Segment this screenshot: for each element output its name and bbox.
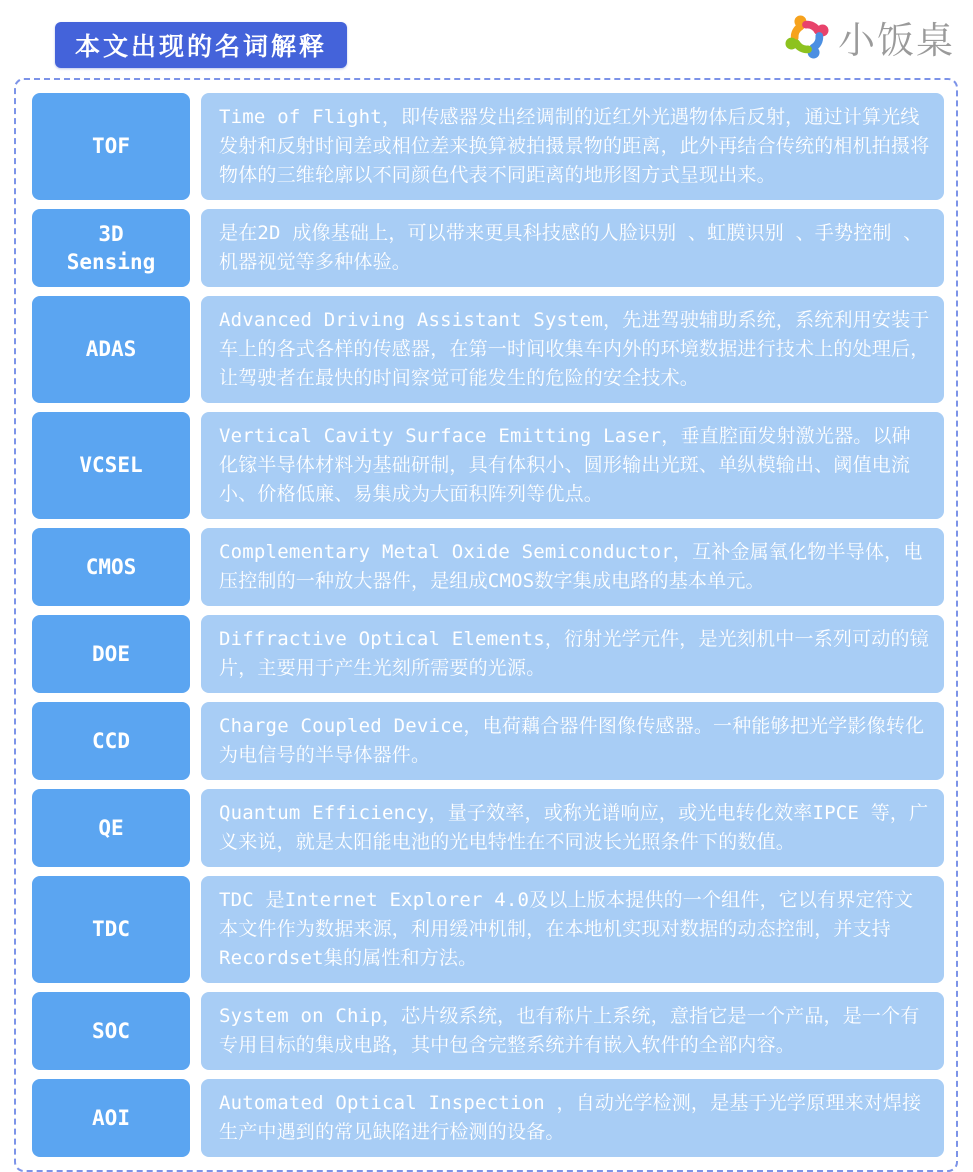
definition-cell: Time of Flight，即传感器发出经调制的近红外光遇物体后反射，通过计算光线发射和反射时间差或相位差来换算被拍摄景物的距离，此外再结合传统的相机拍摄将物体的三维轮廓以不同颜色代表不同距离的地形图方式呈现出来。 xyxy=(201,93,944,200)
glossary-row xyxy=(32,615,944,693)
glossary-row xyxy=(32,789,944,867)
term-cell: VCSEL xyxy=(32,412,190,519)
glossary-row xyxy=(32,296,944,403)
term-cell: TOF xyxy=(32,93,190,200)
brand-name: 小饭桌 xyxy=(838,20,955,61)
term-cell: 3D Sensing xyxy=(32,209,190,287)
term-cell: DOE xyxy=(32,615,190,693)
term-cell: QE xyxy=(32,789,190,867)
definition-cell: System on Chip，芯片级系统，也有称片上系统，意指它是一个产品，是一个有专用目标的集成电路，其中包含完整系统并有嵌入软件的全部内容。 xyxy=(201,992,944,1070)
term-cell: CMOS xyxy=(32,528,190,606)
term-cell: CCD xyxy=(32,702,190,780)
term-cell: TDC xyxy=(32,876,190,983)
glossary-table xyxy=(14,78,958,1172)
page-header xyxy=(0,0,973,78)
definition-cell: Complementary Metal Oxide Semiconductor，互补金属氧化物半导体，电压控制的一种放大器件，是组成CMOS数字集成电路的基本单元。 xyxy=(201,528,944,606)
glossary-row xyxy=(32,412,944,519)
xiaofanzhuo-logo-icon xyxy=(780,10,834,64)
term-cell: ADAS xyxy=(32,296,190,403)
definition-cell: Vertical Cavity Surface Emitting Laser，垂直腔面发射激光器。以砷化镓半导体材料为基础研制，具有体积小、圆形输出光斑、单纵模输出、阈值电流小、价格低廉、易集成为大面积阵列等优点。 xyxy=(201,412,944,519)
definition-cell: Quantum Efficiency，量子效率，或称光谱响应，或光电转化效率IPCE 等，广义来说，就是太阳能电池的光电特性在不同波长光照条件下的数值。 xyxy=(201,789,944,867)
glossary-row xyxy=(32,93,944,200)
glossary-row xyxy=(32,876,944,983)
brand-logo xyxy=(780,10,955,64)
definition-cell: Diffractive Optical Elements，衍射光学元件，是光刻机中一系列可动的镜片，主要用于产生光刻所需要的光源。 xyxy=(201,615,944,693)
definition-cell: Charge Coupled Device，电荷藕合器件图像传感器。一种能够把光学影像转化为电信号的半导体器件。 xyxy=(201,702,944,780)
glossary-row xyxy=(32,528,944,606)
definition-cell: Advanced Driving Assistant System，先进驾驶辅助系统，系统利用安装于车上的各式各样的传感器，在第一时间收集车内外的环境数据进行技术上的处理后，让驾驶者在最快的时间察觉可能发生的危险的安全技术。 xyxy=(201,296,944,403)
definition-cell: TDC 是Internet Explorer 4.0及以上版本提供的一个组件，它以有界定符文本文件作为数据来源，利用缓冲机制，在本地机实现对数据的动态控制，并支持Recordset集的属性和方法。 xyxy=(201,876,944,983)
term-cell: SOC xyxy=(32,992,190,1070)
glossary-row xyxy=(32,1079,944,1157)
title-banner: 本文出现的名词解释 xyxy=(55,22,347,68)
definition-cell: 是在2D 成像基础上，可以带来更具科技感的人脸识别 、虹膜识别 、手势控制 、机器视觉等多种体验。 xyxy=(201,209,944,287)
glossary-row xyxy=(32,992,944,1070)
definition-cell: Automated Optical Inspection ，自动光学检测，是基于光学原理来对焊接生产中遇到的常见缺陷进行检测的设备。 xyxy=(201,1079,944,1157)
term-cell: AOI xyxy=(32,1079,190,1157)
glossary-row xyxy=(32,209,944,287)
glossary-row xyxy=(32,702,944,780)
